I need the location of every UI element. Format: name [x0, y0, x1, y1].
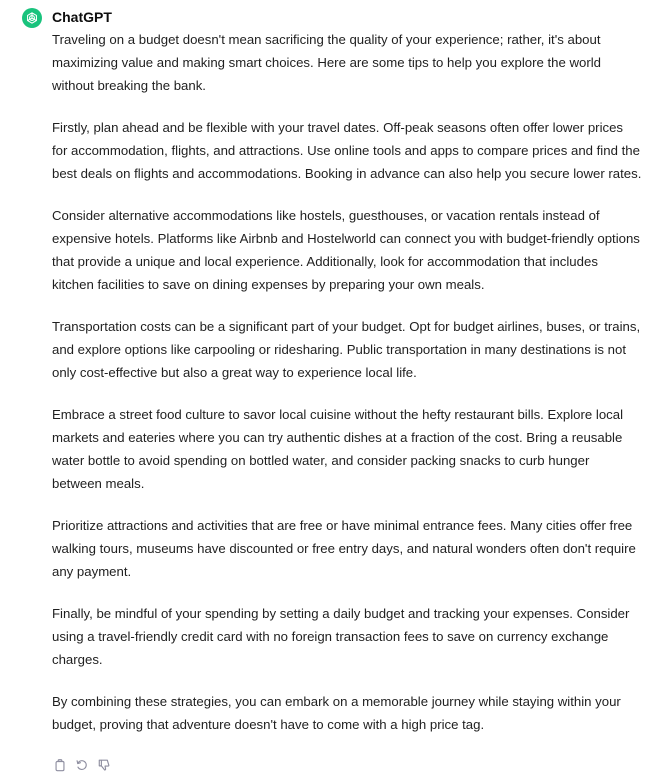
- message-author: ChatGPT: [52, 9, 112, 25]
- message-actions: [52, 756, 112, 774]
- regenerate-icon: [75, 758, 89, 772]
- copy-icon: [53, 758, 67, 772]
- message-paragraph: By combining these strategies, you can embark on a memorable journey while staying within your budget, proving that adventure doesn't have to come with a high price tag.: [52, 694, 621, 732]
- openai-logo-icon: [25, 11, 39, 25]
- message-paragraph: Finally, be mindful of your spending by setting a daily budget and tracking your expenses. Consider using a travel-friendly credit card with no foreign transaction fees to save on currency exchange charges.: [52, 606, 630, 667]
- thumbs-down-icon: [97, 758, 111, 772]
- message-paragraph: Transportation costs can be a significant part of your budget. Opt for budget airlines, buses, or trains, and explore options like carpooling or ridesharing. Public transportation in many destinations is not only cost-effective but also a great way to experience local life.: [52, 319, 641, 380]
- copy-button[interactable]: [52, 757, 68, 773]
- avatar: [22, 8, 42, 28]
- message-body: [52, 28, 642, 755]
- message-paragraph: Firstly, plan ahead and be flexible with your travel dates. Off-peak seasons often offer lower prices for accommodation, flights, and attractions. Use online tools and apps to compare prices and find the best deals on flights and accommodations. Booking in advance can also help you secure lower rates.: [52, 120, 642, 181]
- message-paragraph: Traveling on a budget doesn't mean sacrificing the quality of your experience; rather, it's about maximizing value and making smart choices. Here are some tips to help you explore the world without breaking the bank.: [52, 32, 602, 93]
- thumbs-down-button[interactable]: [96, 757, 112, 773]
- regenerate-button[interactable]: [74, 757, 90, 773]
- message-paragraph: Prioritize attractions and activities that are free or have minimal entrance fees. Many cities offer free walking tours, museums have discounted or free entry days, and natural wonders often don't require any payment.: [52, 518, 636, 579]
- message-paragraph: Embrace a street food culture to savor local cuisine without the hefty restaurant bills. Explore local markets and eateries where you can try authentic dishes at a fraction of the cost. Bring a reusable water bottle to avoid spending on bottled water, and consider packing snacks to curb hunger between meals.: [52, 407, 624, 491]
- message-paragraph: Consider alternative accommodations like hostels, guesthouses, or vacation rentals instead of expensive hotels. Platforms like Airbnb and Hostelworld can connect you with budget-friendly options that provide a unique and local experience. Additionally, look for accommodation that includes kitchen facilities to save on dining expenses by preparing your own meals.: [52, 208, 640, 292]
